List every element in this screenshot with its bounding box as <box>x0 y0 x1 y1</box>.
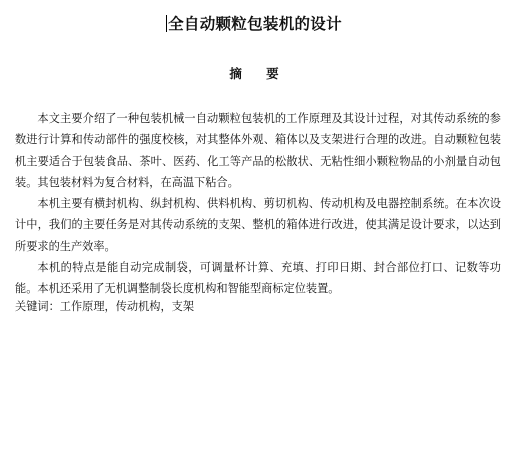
document-title-text: 全自动颗粒包装机的设计 <box>168 15 342 33</box>
document-title <box>0 12 508 36</box>
abstract-paragraph-3: 本机的特点是能自动完成制袋，可调量杯计算、充填、打印日期、封合部位打口、记数等功能。本机还采用了无机调整制袋长度机构和智能型商标定位装置。 <box>15 261 501 296</box>
abstract-body <box>15 108 501 300</box>
text-cursor <box>166 15 167 32</box>
keywords-line <box>15 298 501 316</box>
abstract-heading: 摘 要 <box>229 66 289 81</box>
abstract-paragraph-1: 本文主要介绍了一种包装机械一自动颗粒包装机的工作原理及其设计过程，对其传动系统的参数进行计算和传动部件的强度校核，对其整体外观、箱体以及支架进行合理的改进。自动颗粒包装机主要适合于包装食品、茶叶、医药、化工等产品的松散状、无粘性细小颗粒物品的小剂量自动包装。其包装材料为复合材料，在高温下粘合。 <box>15 112 501 189</box>
keywords-label: 关键词： <box>15 300 60 313</box>
keywords-value: 工作原理，传动机构，支架 <box>59 300 195 313</box>
abstract-paragraph-2: 本机主要有横封机构、纵封机构、供料机构、剪切机构、传动机构及电器控制系统。在本次设计中，我们的主要任务是对其传动系统的支架、整机的箱体进行改进，使其满足设计要求，以达到所要求的生产效率。 <box>15 197 501 253</box>
